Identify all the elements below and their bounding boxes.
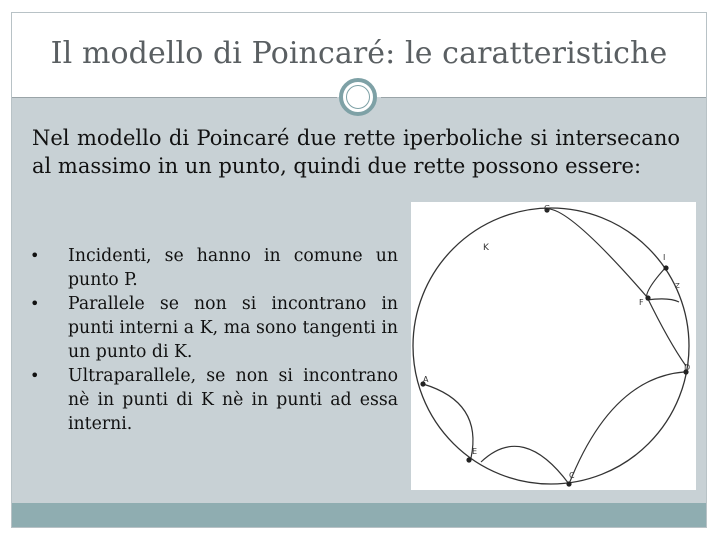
bullet-item-incidenti (30, 244, 398, 292)
bullet-text: Ultraparallele, se non si incontrano nè in punti di K nè in punti ad essa interni. (68, 366, 398, 434)
hyperbolic-line-d-c (569, 372, 684, 484)
bullet-icon: • (30, 246, 40, 265)
poincare-disk-figure (411, 202, 696, 490)
point-e (466, 457, 471, 462)
footer-bar (12, 503, 706, 527)
intro-paragraph: Nel modello di Poincaré due rette iperboliche si intersecano al massimo in un punto, quindi due rette possono essere: (32, 126, 680, 178)
decorative-ring-icon (339, 78, 377, 116)
hyperbolic-line-i-f (646, 266, 667, 300)
label-g: G (544, 204, 551, 213)
bullet-item-ultraparallele (30, 364, 398, 436)
label-z: Z (675, 282, 680, 290)
hyperbolic-line-a-e (423, 384, 473, 458)
poincare-disk-svg (411, 202, 696, 490)
bullet-item-parallele (30, 292, 398, 364)
bullet-text: Parallele se non si incontrano in punti interni a K, ma sono tangenti in un punto di K. (68, 294, 398, 362)
bullet-list (30, 244, 398, 436)
label-d: D (684, 363, 691, 372)
hyperbolic-line-f-z (647, 299, 679, 302)
slide-title: Il modello di Poincaré: le caratteristiche (50, 36, 668, 71)
point-i (663, 265, 668, 270)
boundary-circle-k (413, 208, 689, 484)
point-c (566, 481, 571, 486)
hyperbolic-line-c-e (481, 446, 569, 484)
title-divider-left (12, 97, 337, 98)
label-e: E (472, 447, 478, 456)
hyperbolic-line-g-d (547, 209, 686, 366)
title-divider-right (381, 97, 706, 98)
label-k: K (483, 243, 489, 253)
bullet-text: Incidenti, se hanno in comune un punto P. (68, 246, 398, 290)
bullet-icon: • (30, 366, 40, 385)
label-a: A (423, 375, 429, 384)
label-c: C (569, 471, 575, 480)
label-f: F (639, 298, 644, 307)
point-f (645, 295, 650, 300)
bullet-icon: • (30, 294, 40, 313)
label-i: I (663, 253, 666, 262)
